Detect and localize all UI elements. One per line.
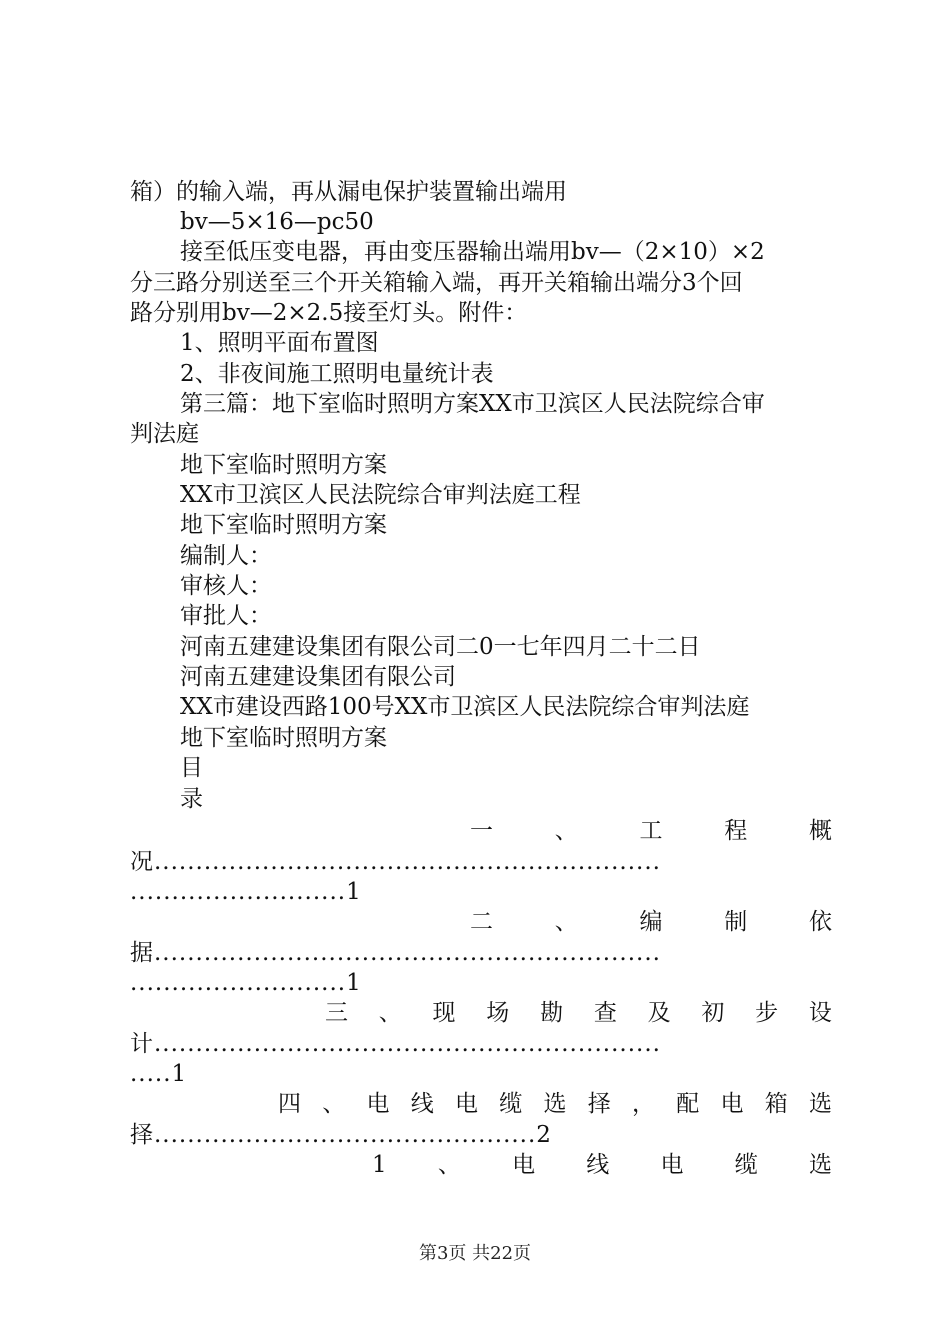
text-line: 接至低压变电器，再由变压器输出端用bv—（2×10）×2 [180,239,765,265]
toc-entry-heading: 二 、 编 制 依 [470,909,832,935]
toc-entry-heading: 一 、 工 程 概 [470,818,832,844]
toc-entry-heading: 1 、 电 线 电 缆 选 [372,1152,832,1178]
text-line: 路分别用bv—2×2.5接至灯头。附件： [130,300,528,326]
page-number-footer: 第3页 共22页 [418,1243,532,1264]
text-line: 1、照明平面布置图 [180,330,379,356]
text-line: 分三路分别送至三个开关箱输入端，再开关箱输出端分3个回 [130,270,743,296]
text-line: 地下室临时照明方案 [180,725,387,751]
address-line: XX市建设西路100号XX市卫滨区人民法院综合审判法庭 [180,694,750,720]
section-heading: 第三篇：地下室临时照明方案XX市卫滨区人民法院综合审 [180,391,765,417]
section-heading-cont: 判法庭 [130,421,199,447]
toc-entry-page: ..........................1 [130,879,362,905]
text-line: 地下室临时照明方案 [180,452,387,478]
text-line: 地下室临时照明方案 [180,512,387,538]
approver-label: 审批人： [180,603,272,629]
toc-entry-heading: 四 、 电 线 电 缆 选 择 ， 配 电 箱 选 [278,1091,832,1117]
toc-entry-leader: 据............................................................. [130,940,661,966]
compiler-label: 编制人： [180,543,272,569]
text-line: 2、非夜间施工照明电量统计表 [180,361,494,387]
toc-entry-page: .....1 [130,1061,188,1087]
company-name: 河南五建建设集团有限公司 [180,664,456,690]
toc-entry-heading: 三 、 现 场 勘 查 及 初 步 设 [325,1000,832,1026]
toc-entry-leader: 择..............................................2 [130,1122,552,1148]
reviewer-label: 审核人： [180,573,272,599]
toc-title-char: 目 [180,755,203,781]
toc-title-char: 录 [180,786,203,812]
text-line: XX市卫滨区人民法院综合审判法庭工程 [180,482,581,508]
toc-entry-leader: 计............................................................. [130,1031,661,1057]
toc-entry-leader: 况............................................................. [130,849,661,875]
text-line: bv—5×16—pc50 [180,209,374,235]
company-date: 河南五建建设集团有限公司二0一七年四月二十二日 [180,634,701,660]
text-line: 箱）的输入端，再从漏电保护装置输出端用 [130,179,567,205]
toc-entry-page: ..........................1 [130,970,362,996]
